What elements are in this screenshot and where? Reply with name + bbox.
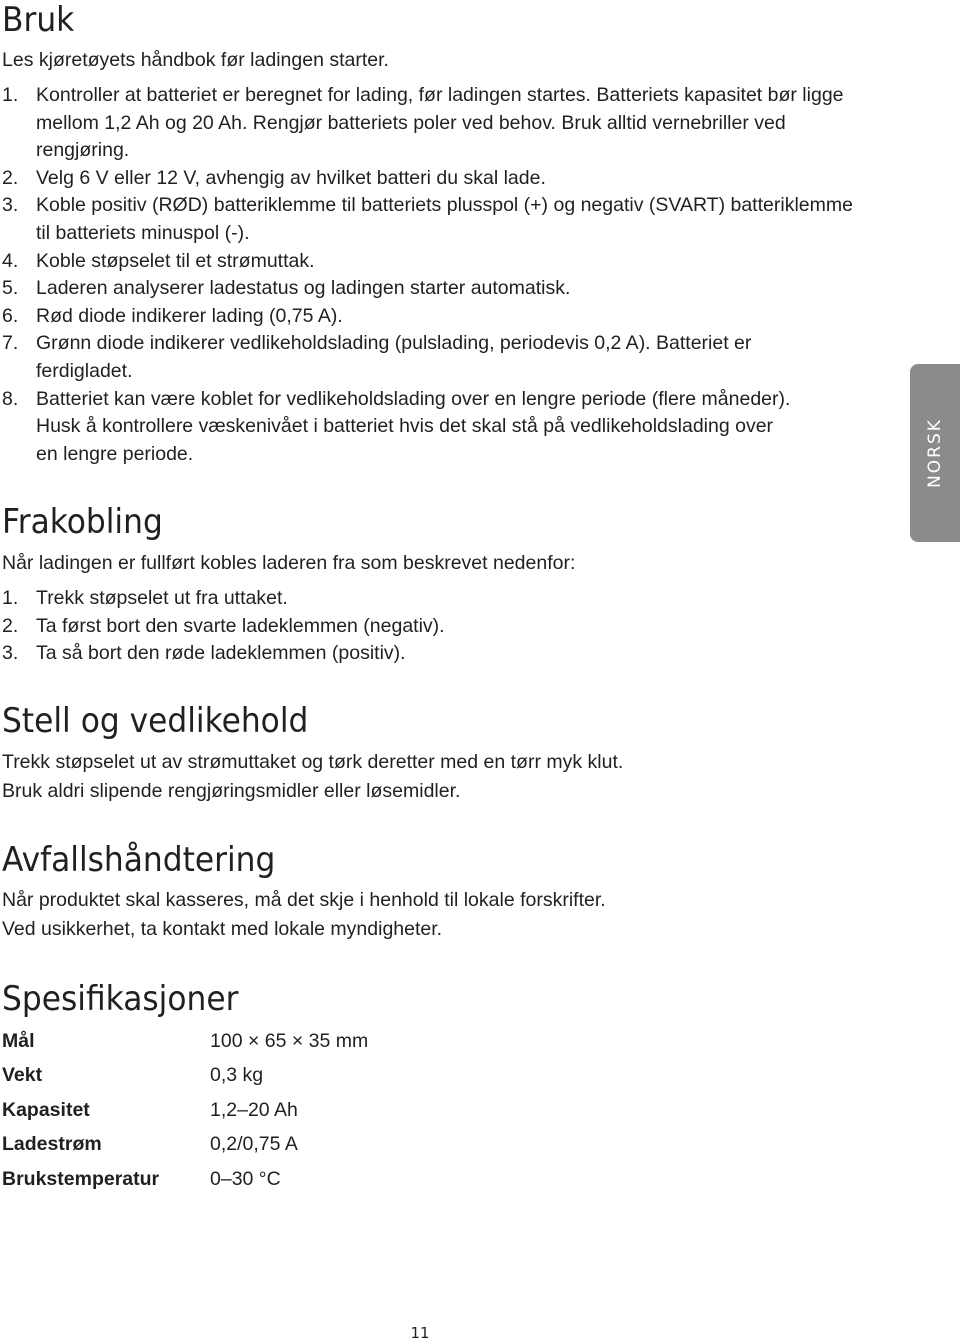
step-number: 5. <box>2 277 19 300</box>
table-row <box>2 1128 368 1163</box>
step-text: Batteriet kan være koblet for vedlikeholdslading over en lengre periode (flere måneder). Husk å kontrollere væskenivået i batteriet hvis det skal stå på vedlikeholdslading over en lengre periode. <box>36 387 791 465</box>
step-text: Trekk støpselet ut fra uttaket. <box>36 587 288 609</box>
step-number: 7. <box>2 332 19 355</box>
spec-value: 100 × 65 × 35 mm <box>210 1029 369 1052</box>
spec-key: Mål <box>2 1029 35 1052</box>
spec-key: Vekt <box>2 1064 43 1087</box>
list-item <box>2 165 856 193</box>
table-row <box>2 1162 368 1197</box>
table-row <box>2 1093 368 1128</box>
paragraph-line: Bruk aldri slipende rengjøringsmidler eller løsemidler. <box>2 780 461 802</box>
bruk-intro: Les kjøretøyets håndbok før ladingen starter. <box>2 49 389 71</box>
language-tab-label: NORSK <box>925 418 945 488</box>
list-item <box>2 82 856 165</box>
list-item <box>2 386 856 469</box>
frakobling-steps-list <box>2 585 856 668</box>
section-heading-avfall: Avfallshåndtering <box>2 840 276 880</box>
step-text: Rød diode indikerer lading (0,75 A). <box>36 304 343 327</box>
bruk-steps-list <box>2 82 856 468</box>
table-row <box>2 1059 368 1094</box>
section-heading-stell: Stell og vedlikehold <box>2 701 309 741</box>
section-heading-bruk: Bruk <box>2 0 75 40</box>
step-number: 4. <box>2 249 19 272</box>
spec-value: 0–30 °C <box>210 1167 281 1190</box>
step-number: 8. <box>2 387 19 410</box>
spec-value: 0,3 kg <box>210 1064 264 1087</box>
step-text: Koble positiv (RØD) batteriklemme til batteriets plusspol (+) og negativ (SVART) batteriklemme til batteriets minuspol (-). <box>36 194 853 244</box>
step-text: Ta først bort den svarte ladeklemmen (negativ). <box>36 614 445 637</box>
spec-key: Ladestrøm <box>2 1133 102 1156</box>
step-number: 6. <box>2 304 19 327</box>
step-text: Ta så bort den røde ladeklemmen (positiv). <box>36 642 406 665</box>
language-side-tab <box>910 364 960 542</box>
step-number: 2. <box>2 166 19 189</box>
step-number: 1. <box>2 84 19 106</box>
spec-key: Brukstemperatur <box>2 1167 160 1190</box>
step-text: Velg 6 V eller 12 V, avhengig av hvilket batteri du skal lade. <box>36 166 546 189</box>
spec-key: Kapasitet <box>2 1098 90 1121</box>
section-heading-frakobling: Frakobling <box>2 502 163 542</box>
list-item <box>2 275 856 303</box>
table-row <box>2 1024 368 1059</box>
paragraph-line: Ved usikkerhet, ta kontakt med lokale myndigheter. <box>2 918 443 940</box>
spec-value: 0,2/0,75 A <box>210 1133 298 1156</box>
step-number: 2. <box>2 614 19 637</box>
paragraph-line: Trekk støpselet ut av strømuttaket og tørk deretter med en tørr myk klut. <box>2 751 624 773</box>
step-number: 3. <box>2 642 19 665</box>
step-text: Koble støpselet til et strømuttak. <box>36 249 315 272</box>
step-text: Grønn diode indikerer vedlikeholdslading (pulslading, periodevis 0,2 A). Batteriet er ferdigladet. <box>36 332 752 382</box>
list-item <box>2 192 856 247</box>
frakobling-intro: Når ladingen er fullført kobles laderen fra som beskrevet nedenfor: <box>2 552 576 574</box>
list-item <box>2 303 856 331</box>
avfall-text <box>2 886 606 944</box>
stell-text <box>2 748 623 806</box>
paragraph-line: Når produktet skal kasseres, må det skje i henhold til lokale forskrifter. <box>2 889 606 911</box>
step-number: 1. <box>2 587 19 609</box>
step-number: 3. <box>2 194 19 217</box>
step-text: Kontroller at batteriet er beregnet for lading, før ladingen startes. Batteriets kapasitet bør ligge mellom 1,2 Ah og 20 Ah. Rengjør batteriets poler ved behov. Bruk alltid vernebriller ved rengjøring. <box>36 84 844 162</box>
list-item <box>2 330 856 385</box>
spec-table <box>2 1024 368 1197</box>
list-item <box>2 613 856 641</box>
page-number: 11 <box>410 1324 430 1342</box>
list-item <box>2 640 856 668</box>
list-item <box>2 248 856 276</box>
step-text: Laderen analyserer ladestatus og ladingen starter automatisk. <box>36 277 571 300</box>
spec-value: 1,2–20 Ah <box>210 1098 298 1121</box>
section-heading-spesifikasjoner: Spesifikasjoner <box>2 979 239 1019</box>
list-item <box>2 585 856 613</box>
